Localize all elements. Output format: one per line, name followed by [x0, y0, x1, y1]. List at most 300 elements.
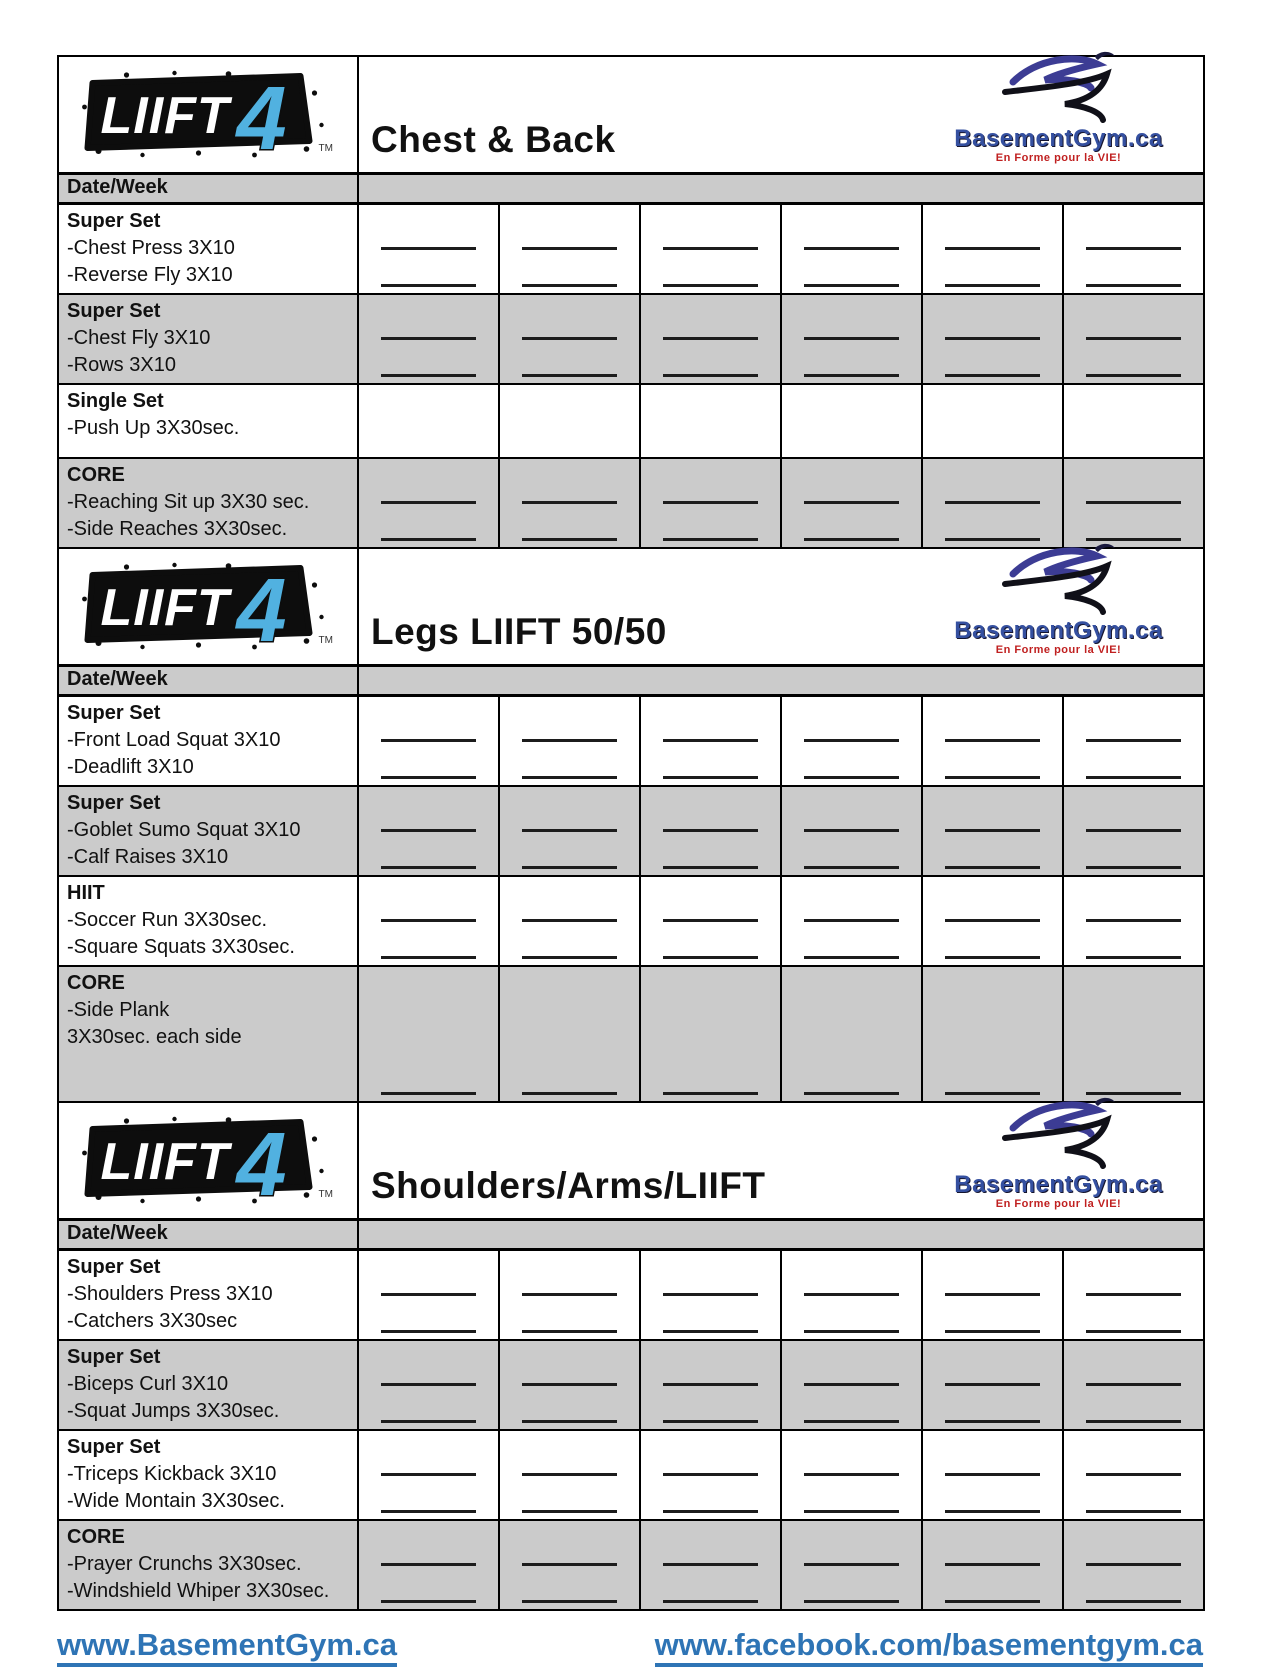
entry-cell	[782, 295, 923, 383]
exercise-name: -Goblet Sumo Squat 3X10	[67, 819, 301, 841]
blank-line	[1086, 1349, 1181, 1386]
entry-cell	[1064, 295, 1203, 383]
workout-section	[57, 55, 1205, 547]
section-title-cell	[359, 549, 1203, 664]
blank-line	[804, 1566, 899, 1603]
exercise-name: -Chest Fly 3X10	[67, 327, 211, 349]
blank-line	[663, 1259, 758, 1296]
exercise-name: -Calf Raises 3X10	[67, 846, 229, 868]
blank-line	[381, 1439, 476, 1476]
exercise-name: -Reaching Sit up 3X30 sec.	[67, 491, 310, 513]
blank-line	[804, 504, 899, 541]
exercise-row	[59, 205, 1203, 295]
entry-cell	[500, 459, 641, 547]
blank-line	[804, 467, 899, 504]
blank-line	[945, 504, 1040, 541]
blank-line	[522, 742, 617, 779]
entry-cell	[641, 205, 782, 293]
blank-line	[381, 1476, 476, 1513]
exercise-row	[59, 967, 1203, 1101]
liift4-logo	[59, 1103, 359, 1218]
entry-cell	[1064, 967, 1203, 1101]
leaping-figure-icon	[999, 48, 1119, 126]
entry-cell	[782, 1341, 923, 1429]
exercise-label-cell	[59, 1341, 359, 1429]
blank-line	[381, 504, 476, 541]
workout-section	[57, 1101, 1205, 1611]
entry-cell	[500, 697, 641, 785]
entry-cell	[923, 385, 1064, 457]
exercise-rows	[59, 1251, 1203, 1609]
exercise-label-cell	[59, 967, 359, 1101]
entry-cell	[923, 697, 1064, 785]
blank-line	[663, 1386, 758, 1423]
blank-line	[804, 1296, 899, 1333]
entry-cell	[641, 459, 782, 547]
blank-line	[663, 1439, 758, 1476]
blank-line	[804, 705, 899, 742]
exercise-label-cell	[59, 1251, 359, 1339]
blank-line	[663, 1529, 758, 1566]
blank-line	[804, 213, 899, 250]
entry-cell	[359, 787, 500, 875]
entry-cell	[359, 1251, 500, 1339]
entry-cell	[782, 877, 923, 965]
exercise-name: -Squat Jumps 3X30sec.	[67, 1400, 280, 1422]
date-week-entry-area	[359, 175, 1203, 202]
basementgym-name: BasementGym.ca	[954, 1170, 1163, 1198]
date-week-row	[59, 667, 1203, 697]
entry-cell	[782, 385, 923, 457]
blank-line	[1086, 504, 1181, 541]
blank-line	[945, 742, 1040, 779]
blank-line	[522, 832, 617, 869]
blank-line	[522, 1349, 617, 1386]
date-week-label: Date/Week	[59, 1221, 359, 1248]
set-type-label: Single Set	[67, 390, 164, 412]
blank-line	[663, 467, 758, 504]
blank-line	[663, 1476, 758, 1513]
blank-line	[522, 1058, 617, 1095]
exercise-row	[59, 1431, 1203, 1521]
date-week-entry-area	[359, 667, 1203, 694]
basementgym-name: BasementGym.ca	[954, 616, 1163, 644]
blank-line	[522, 1529, 617, 1566]
exercise-name: -Triceps Kickback 3X10	[67, 1463, 277, 1485]
blank-line	[1086, 340, 1181, 377]
blank-line	[1086, 1439, 1181, 1476]
basementgym-tagline: En Forme pour la VIE!	[995, 1198, 1122, 1210]
blank-line	[663, 340, 758, 377]
exercise-label-cell	[59, 787, 359, 875]
exercise-name: -Deadlift 3X10	[67, 756, 194, 778]
section-header	[59, 1103, 1203, 1221]
exercise-label-cell	[59, 877, 359, 965]
blank-line	[522, 795, 617, 832]
blank-line	[804, 1259, 899, 1296]
entry-cell	[923, 1431, 1064, 1519]
entry-cell	[782, 1521, 923, 1609]
blank-line	[522, 303, 617, 340]
exercise-row	[59, 459, 1203, 547]
blank-line	[381, 303, 476, 340]
blank-line	[522, 1296, 617, 1333]
entry-cell	[1064, 1431, 1203, 1519]
blank-line	[804, 795, 899, 832]
workout-sheet	[57, 55, 1205, 1611]
blank-line	[522, 467, 617, 504]
blank-line	[945, 1259, 1040, 1296]
entry-cell	[359, 697, 500, 785]
entry-cell	[641, 1341, 782, 1429]
blank-line	[945, 1566, 1040, 1603]
blank-line	[381, 795, 476, 832]
entry-cell	[641, 385, 782, 457]
basementgym-tagline: En Forme pour la VIE!	[995, 644, 1122, 656]
entry-cell	[782, 1251, 923, 1339]
entry-cell	[359, 1521, 500, 1609]
blank-line	[945, 467, 1040, 504]
basementgym-tagline: En Forme pour la VIE!	[995, 152, 1122, 164]
blank-line	[522, 1476, 617, 1513]
blank-line	[804, 1386, 899, 1423]
blank-line	[945, 885, 1040, 922]
blank-line	[381, 467, 476, 504]
blank-line	[522, 250, 617, 287]
basementgym-website-link[interactable]: www.BasementGym.ca	[57, 1627, 397, 1667]
blank-line	[522, 1259, 617, 1296]
section-title: Legs LIIFT 50/50	[371, 611, 667, 652]
blank-line	[663, 1566, 758, 1603]
blank-line	[945, 705, 1040, 742]
exercise-name: -Chest Press 3X10	[67, 237, 235, 259]
blank-line	[1086, 922, 1181, 959]
blank-line	[381, 1296, 476, 1333]
blank-line	[663, 832, 758, 869]
basementgym-logo	[928, 48, 1193, 164]
entry-cell	[500, 877, 641, 965]
liift4-logo-icon	[76, 1113, 341, 1209]
exercise-name: -Reverse Fly 3X10	[67, 264, 233, 286]
blank-line	[663, 922, 758, 959]
section-header	[59, 57, 1203, 175]
entry-cell	[923, 459, 1064, 547]
blank-line	[945, 1058, 1040, 1095]
entry-cell	[782, 205, 923, 293]
section-title: Chest & Back	[371, 119, 616, 160]
blank-line	[522, 1386, 617, 1423]
set-type-label: Super Set	[67, 210, 161, 232]
blank-line	[1086, 885, 1181, 922]
entry-cell	[359, 1431, 500, 1519]
facebook-link[interactable]: www.facebook.com/basementgym.ca	[655, 1627, 1203, 1667]
blank-line	[381, 885, 476, 922]
blank-line	[945, 303, 1040, 340]
entry-cell	[500, 1341, 641, 1429]
blank-line	[1086, 1296, 1181, 1333]
exercise-name: 3X30sec. each side	[67, 1026, 242, 1048]
liift4-logo	[59, 549, 359, 664]
blank-line	[804, 885, 899, 922]
exercise-name: -Windshield Whiper 3X30sec.	[67, 1580, 330, 1602]
entry-cell	[641, 697, 782, 785]
blank-line	[663, 705, 758, 742]
entry-cell	[1064, 697, 1203, 785]
set-type-label: Super Set	[67, 792, 161, 814]
set-type-label: CORE	[67, 972, 125, 994]
entry-cell	[500, 205, 641, 293]
blank-line	[945, 1439, 1040, 1476]
section-title: Shoulders/Arms/LIIFT	[371, 1165, 766, 1206]
blank-line	[1086, 1058, 1181, 1095]
entry-cell	[1064, 787, 1203, 875]
exercise-label-cell	[59, 1431, 359, 1519]
blank-line	[381, 250, 476, 287]
leaping-figure-icon	[999, 540, 1119, 618]
blank-line	[381, 922, 476, 959]
workout-section	[57, 547, 1205, 1101]
blank-line	[663, 213, 758, 250]
blank-line	[945, 1349, 1040, 1386]
entry-cell	[500, 787, 641, 875]
entry-cell	[782, 459, 923, 547]
footer-links	[57, 1627, 1205, 1667]
entry-cell	[641, 877, 782, 965]
entry-cell	[500, 1251, 641, 1339]
blank-line	[804, 742, 899, 779]
basementgym-name: BasementGym.ca	[954, 124, 1163, 152]
blank-line	[945, 1296, 1040, 1333]
blank-line	[522, 705, 617, 742]
date-week-row	[59, 175, 1203, 205]
entry-cell	[1064, 385, 1203, 457]
blank-line	[804, 1476, 899, 1513]
entry-cell	[641, 967, 782, 1101]
entry-cell	[359, 205, 500, 293]
date-week-label: Date/Week	[59, 175, 359, 202]
set-type-label: Super Set	[67, 1346, 161, 1368]
set-type-label: Super Set	[67, 300, 161, 322]
entry-cell	[359, 459, 500, 547]
exercise-row	[59, 1251, 1203, 1341]
exercise-label-cell	[59, 1521, 359, 1609]
blank-line	[1086, 832, 1181, 869]
entry-cell	[923, 967, 1064, 1101]
blank-line	[945, 1476, 1040, 1513]
blank-line	[522, 504, 617, 541]
liift4-logo-icon	[76, 67, 341, 163]
exercise-row	[59, 697, 1203, 787]
entry-cell	[923, 1521, 1064, 1609]
entry-cell	[500, 1431, 641, 1519]
set-type-label: CORE	[67, 464, 125, 486]
blank-line	[804, 922, 899, 959]
leaping-figure-icon	[999, 1094, 1119, 1172]
blank-line	[381, 213, 476, 250]
blank-line	[1086, 213, 1181, 250]
exercise-label-cell	[59, 697, 359, 785]
entry-cell	[500, 967, 641, 1101]
exercise-label-cell	[59, 205, 359, 293]
entry-cell	[923, 1251, 1064, 1339]
entry-cell	[1064, 1251, 1203, 1339]
blank-line	[1086, 1566, 1181, 1603]
exercise-name: -Prayer Crunchs 3X30sec.	[67, 1553, 302, 1575]
blank-line	[381, 1259, 476, 1296]
entry-cell	[923, 295, 1064, 383]
blank-line	[381, 705, 476, 742]
blank-line	[381, 1386, 476, 1423]
exercise-row	[59, 1341, 1203, 1431]
blank-line	[522, 340, 617, 377]
blank-line	[1086, 467, 1181, 504]
entry-cell	[782, 787, 923, 875]
exercise-name: -Square Squats 3X30sec.	[67, 936, 295, 958]
blank-line	[381, 1566, 476, 1603]
entry-cell	[641, 1521, 782, 1609]
blank-line	[804, 303, 899, 340]
exercise-row	[59, 787, 1203, 877]
entry-cell	[359, 1341, 500, 1429]
blank-line	[522, 1566, 617, 1603]
blank-line	[804, 832, 899, 869]
blank-line	[1086, 1386, 1181, 1423]
blank-line	[804, 1058, 899, 1095]
blank-line	[522, 1439, 617, 1476]
exercise-name: -Soccer Run 3X30sec.	[67, 909, 268, 931]
blank-line	[663, 303, 758, 340]
basementgym-logo	[928, 1094, 1193, 1210]
blank-line	[381, 1529, 476, 1566]
blank-line	[663, 1349, 758, 1386]
blank-line	[945, 922, 1040, 959]
exercise-name: -Side Plank	[67, 999, 170, 1021]
exercise-name: -Shoulders Press 3X10	[67, 1283, 273, 1305]
entry-cell	[641, 1251, 782, 1339]
blank-line	[804, 1529, 899, 1566]
blank-line	[663, 1058, 758, 1095]
section-header	[59, 549, 1203, 667]
exercise-row	[59, 1521, 1203, 1609]
blank-line	[663, 1296, 758, 1333]
blank-line	[804, 340, 899, 377]
entry-cell	[782, 967, 923, 1101]
entry-cell	[500, 1521, 641, 1609]
blank-line	[945, 795, 1040, 832]
blank-line	[522, 885, 617, 922]
exercise-name: -Wide Montain 3X30sec.	[67, 1490, 285, 1512]
entry-cell	[1064, 205, 1203, 293]
entry-cell	[641, 295, 782, 383]
blank-line	[1086, 1259, 1181, 1296]
entry-cell	[359, 967, 500, 1101]
blank-line	[663, 885, 758, 922]
blank-line	[945, 213, 1040, 250]
blank-line	[945, 832, 1040, 869]
date-week-row	[59, 1221, 1203, 1251]
blank-line	[663, 250, 758, 287]
exercise-rows	[59, 697, 1203, 1101]
exercise-label-cell	[59, 385, 359, 457]
set-type-label: HIIT	[67, 882, 105, 904]
blank-line	[804, 250, 899, 287]
blank-line	[804, 1439, 899, 1476]
date-week-label: Date/Week	[59, 667, 359, 694]
entry-cell	[641, 787, 782, 875]
blank-line	[663, 504, 758, 541]
exercise-label-cell	[59, 295, 359, 383]
blank-line	[804, 1349, 899, 1386]
section-title-cell	[359, 57, 1203, 172]
exercise-name: -Rows 3X10	[67, 354, 176, 376]
entry-cell	[359, 877, 500, 965]
exercise-label-cell	[59, 459, 359, 547]
blank-line	[381, 742, 476, 779]
section-title-cell	[359, 1103, 1203, 1218]
liift4-logo-icon	[76, 559, 341, 655]
set-type-label: Super Set	[67, 1256, 161, 1278]
blank-line	[522, 213, 617, 250]
exercise-name: -Catchers 3X30sec	[67, 1310, 238, 1332]
entry-cell	[923, 787, 1064, 875]
liift4-logo	[59, 57, 359, 172]
entry-cell	[1064, 459, 1203, 547]
entry-cell	[782, 697, 923, 785]
entry-cell	[359, 385, 500, 457]
entry-cell	[782, 1431, 923, 1519]
exercise-rows	[59, 205, 1203, 547]
entry-cell	[923, 1341, 1064, 1429]
entry-cell	[1064, 1521, 1203, 1609]
entry-cell	[500, 385, 641, 457]
set-type-label: CORE	[67, 1526, 125, 1548]
basementgym-logo	[928, 540, 1193, 656]
date-week-entry-area	[359, 1221, 1203, 1248]
exercise-name: -Biceps Curl 3X10	[67, 1373, 229, 1395]
exercise-name: -Push Up 3X30sec.	[67, 417, 240, 439]
blank-line	[1086, 795, 1181, 832]
entry-cell	[641, 1431, 782, 1519]
blank-line	[1086, 742, 1181, 779]
set-type-label: Super Set	[67, 702, 161, 724]
entry-cell	[500, 295, 641, 383]
blank-line	[945, 1529, 1040, 1566]
entry-cell	[359, 295, 500, 383]
exercise-row	[59, 877, 1203, 967]
blank-line	[945, 1386, 1040, 1423]
blank-line	[1086, 303, 1181, 340]
exercise-row	[59, 295, 1203, 385]
blank-line	[1086, 1476, 1181, 1513]
entry-cell	[923, 205, 1064, 293]
blank-line	[381, 340, 476, 377]
blank-line	[381, 832, 476, 869]
blank-line	[663, 795, 758, 832]
blank-line	[945, 250, 1040, 287]
entry-cell	[1064, 877, 1203, 965]
exercise-name: -Side Reaches 3X30sec.	[67, 518, 288, 540]
blank-line	[522, 922, 617, 959]
entry-cell	[923, 877, 1064, 965]
blank-line	[945, 340, 1040, 377]
blank-line	[1086, 250, 1181, 287]
blank-line	[381, 1349, 476, 1386]
blank-line	[1086, 705, 1181, 742]
exercise-row	[59, 385, 1203, 459]
blank-line	[381, 1058, 476, 1095]
exercise-name: -Front Load Squat 3X10	[67, 729, 281, 751]
entry-cell	[1064, 1341, 1203, 1429]
